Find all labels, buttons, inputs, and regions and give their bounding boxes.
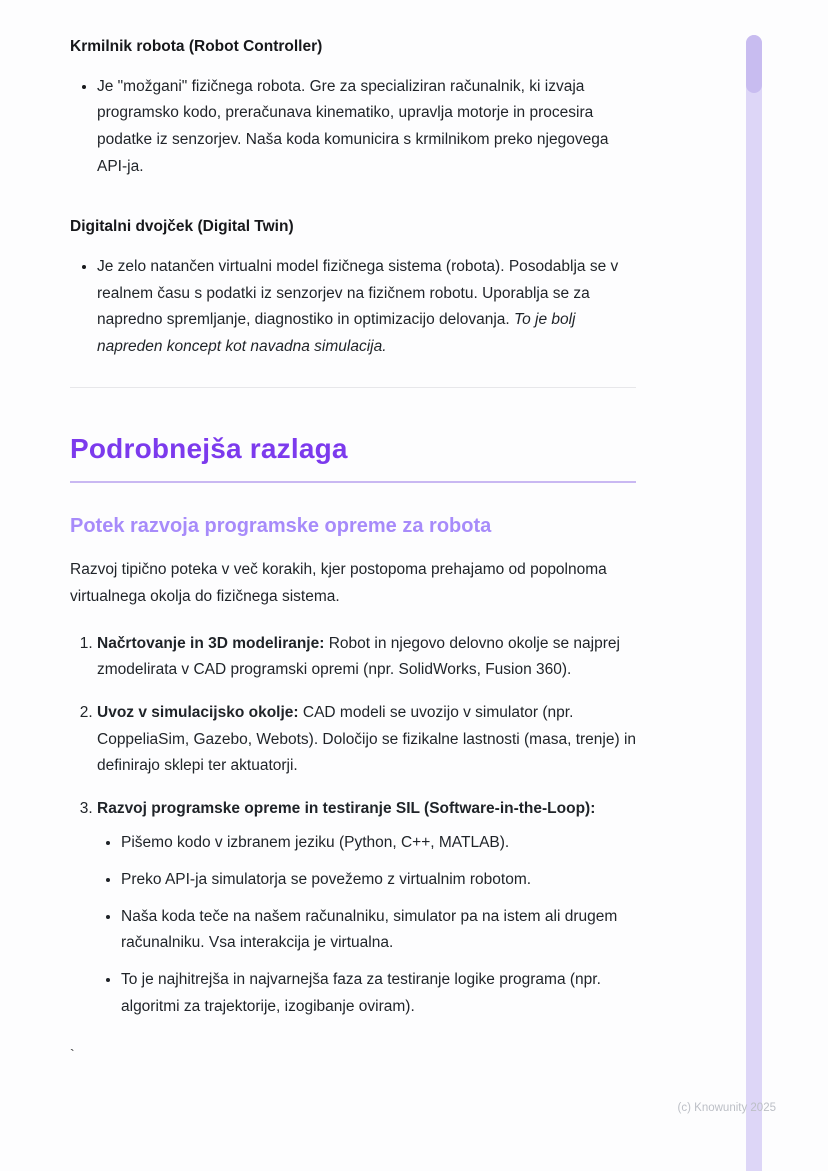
scrollbar-thumb[interactable]: [746, 35, 762, 93]
list-item: [97, 254, 636, 361]
section-heading-dvojcek: Digitalni dvojček (Digital Twin): [70, 218, 294, 236]
sub-bullet-item: [121, 904, 636, 957]
sub-bullet-text: Naša koda teče na našem računalniku, simulator pa na istem ali drugem računalniku. Vsa interakcija je virtualna.: [121, 907, 618, 952]
title-underline-divider: [70, 481, 636, 483]
steps-ordered-list: [70, 631, 636, 1021]
step-item-1: [97, 631, 636, 684]
step-2-text: CAD modeli se uvozijo v simulator (npr. CoppeliaSim, Gazebo, Webots). Določijo se fizikalne lastnosti (masa, trenje) in definirajo sklepi ter aktuatorji.: [97, 703, 637, 775]
sub-bullet-text: To je najhitrejša in najvarnejša faza za testiranje logike programa (npr. algoritmi za trajektorije, izogibanje oviram).: [121, 971, 601, 1015]
step-item-3: [97, 796, 636, 1021]
section-heading-krmilnik: Krmilnik robota (Robot Controller): [70, 38, 323, 55]
step-3-title: Razvoj programske opreme in testiranje SIL (Software-in-the-Loop):: [97, 799, 596, 817]
document-content: [70, 0, 636, 1062]
sub-bullet-text: Preko API-ja simulatorja se povežemo z virtualnim robotom.: [121, 871, 532, 889]
krmilnik-bullet-list: [70, 74, 636, 181]
step-1-text: Robot in njegovo delovno okolje se najprej zmodelirata v CAD programski opremi (npr. SolidWorks, Fusion 360).: [97, 634, 620, 679]
step-3-sub-bullet-list: [97, 830, 636, 1020]
page-title: Podrobnejša razlaga: [70, 432, 348, 464]
step-1-title: Načrtovanje in 3D modeliranje:: [97, 634, 325, 652]
dvojcek-bullet-text: Je zelo natančen virtualni model fizičnega sistema (robota). Posodablja se v realnem času s podatki iz senzorjev na fizičnem robotu. Uporablja se za napredno spremljanje, diagnostiko in optimizacijo delovanja.: [97, 258, 619, 329]
step-2-title: Uvoz v simulacijsko okolje:: [97, 703, 299, 721]
krmilnik-bullet-text: Je "možgani" fizičnega robota. Gre za specializiran računalnik, ki izvaja programsko kodo, preračunava kinematiko, upravlja motorje in procesira podatke iz senzorjev. Naša koda komunicira s krmilnikom preko njegovega API-ja.: [97, 77, 609, 175]
dvojcek-bullet-list: [70, 254, 636, 361]
intro-paragraph: Razvoj tipično poteka v več korakih, kjer postopoma prehajamo od popolnoma virtualnega okolja do fizičnega sistema.: [70, 561, 607, 605]
sub-bullet-item: [121, 867, 636, 894]
section-divider: [70, 387, 636, 388]
sub-bullet-text: Pišemo kodo v izbranem jeziku (Python, C++, MATLAB).: [121, 834, 510, 852]
step-item-2: [97, 700, 636, 780]
sub-bullet-item: [121, 967, 636, 1020]
sub-bullet-item: [121, 830, 636, 857]
footer-copyright: (c) Knowunity 2025: [677, 1102, 776, 1114]
scrollbar-track[interactable]: [746, 35, 762, 1171]
dvojcek-bullet-italic-text: To je bolj napreden koncept kot navadna simulacija.: [97, 311, 576, 355]
subsection-heading: Potek razvoja programske opreme za robota: [70, 515, 492, 538]
list-item: [97, 74, 636, 181]
stray-backtick-character: `: [70, 1046, 75, 1063]
